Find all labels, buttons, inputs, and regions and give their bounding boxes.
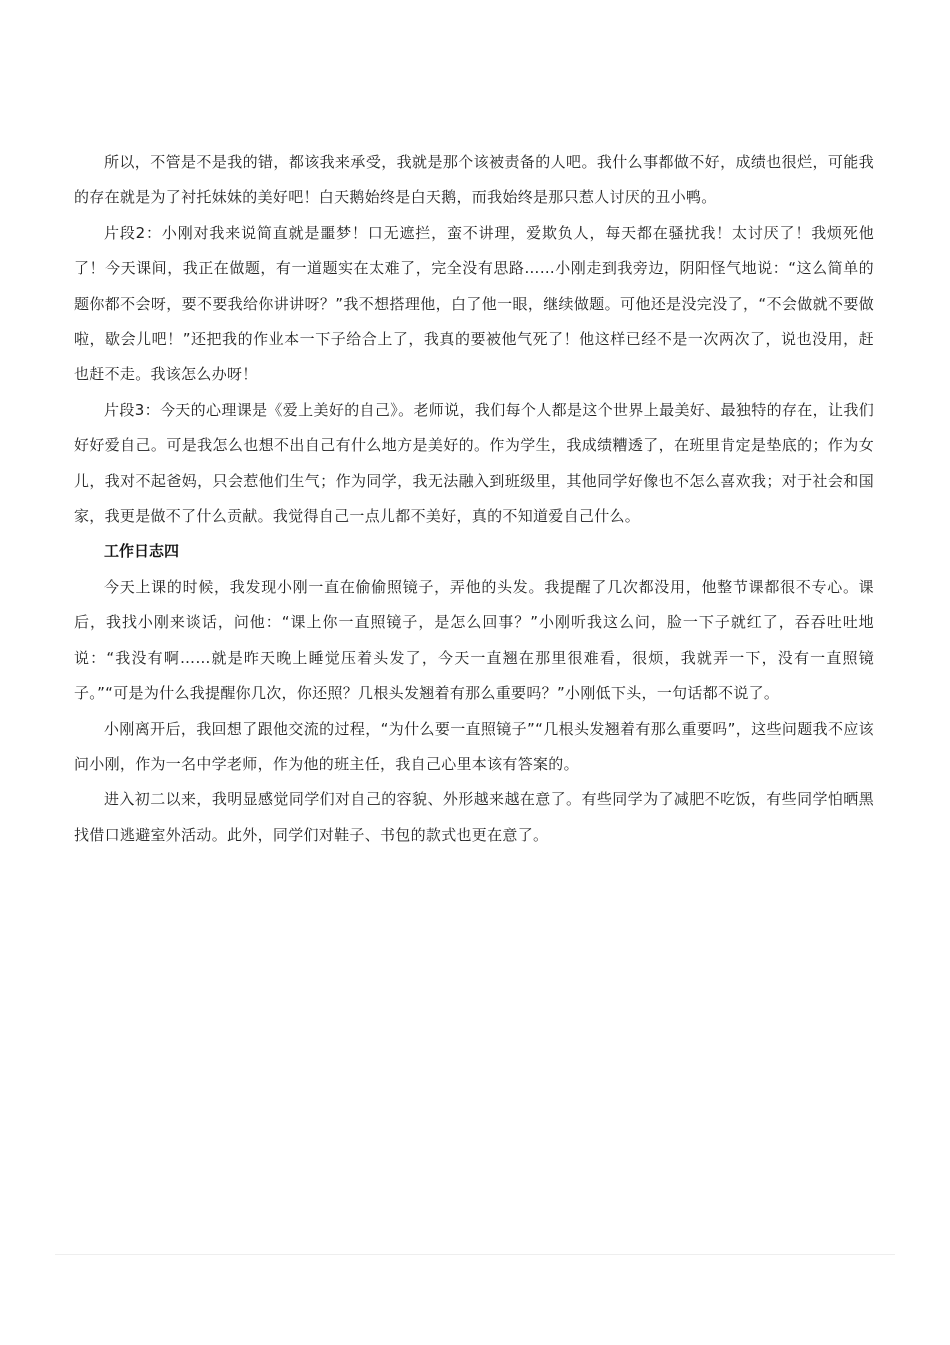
- paragraph-log-2: 小刚离开后，我回想了跟他交流的过程，“为什么要一直照镜子”“几根头发翘着有那么重要吗”，这些问题我不应该问小刚，作为一名中学老师，作为他的班主任，我自己心里本该有答案的。: [74, 719, 874, 773]
- paragraph-fragment-2: 片段2：小刚对我来说简直就是噩梦！口无遮拦，蛮不讲理，爱欺负人，每天都在骚扰我！太讨厌了！我烦死他了！今天课间，我正在做题，有一道题实在太难了，完全没有思路……小刚走到我旁边，阴阳怪气地说：“这么简单的题你都不会呀，要不要我给你讲讲呀？”我不想搭理他，白了他一眼，继续做题。可他还是没完没了，“不会做就不要做啦，歇会儿吧！”还把我的作业本一下子给合上了，我真的要被他气死了！他这样已经不是一次两次了，说也没用，赶也赶不走。我该怎么办呀！: [74, 223, 874, 384]
- document-page: [74, 145, 874, 853]
- paragraph-log-1: 今天上课的时候，我发现小刚一直在偷偷照镜子，弄他的头发。我提醒了几次都没用，他整节课都很不专心。课后，我找小刚来谈话，问他：“课上你一直照镜子，是怎么回事？”小刚听我这么问，脸一下子就红了，吞吞吐吐地说：“我没有啊……就是昨天晚上睡觉压着头发了，今天一直翘在那里很难看，很烦，我就弄一下，没有一直照镜子。”“可是为什么我提醒你几次，你还照？几根头发翘着有那么重要吗？”小刚低下头，一句话都不说了。: [74, 577, 874, 703]
- section-heading-work-log-4: 工作日志四: [104, 542, 180, 561]
- paragraph-fragment-3: 片段3：今天的心理课是《爱上美好的自己》。老师说，我们每个人都是这个世界上最美好、最独特的存在，让我们好好爱自己。可是我怎么也想不出自己有什么地方是美好的。作为学生，我成绩糟透了，在班里肯定是垫底的；作为女儿，我对不起爸妈，只会惹他们生气；作为同学，我无法融入到班级里，其他同学好像也不怎么喜欢我；对于社会和国家，我更是做不了什么贡献。我觉得自己一点儿都不美好，真的不知道爱自己什么。: [74, 400, 874, 526]
- footer-divider: [55, 1254, 895, 1255]
- paragraph-log-3: 进入初二以来，我明显感觉同学们对自己的容貌、外形越来越在意了。有些同学为了减肥不吃饭，有些同学怕晒黑找借口逃避室外活动。此外，同学们对鞋子、书包的款式也更在意了。: [74, 790, 874, 844]
- paragraph-fragment-1-ending: 所以，不管是不是我的错，都该我来承受，我就是那个该被责备的人吧。我什么事都做不好，成绩也很烂，可能我的存在就是为了衬托妹妹的美好吧！白天鹅始终是白天鹅，而我始终是那只惹人讨厌的丑小鸭。: [74, 153, 874, 207]
